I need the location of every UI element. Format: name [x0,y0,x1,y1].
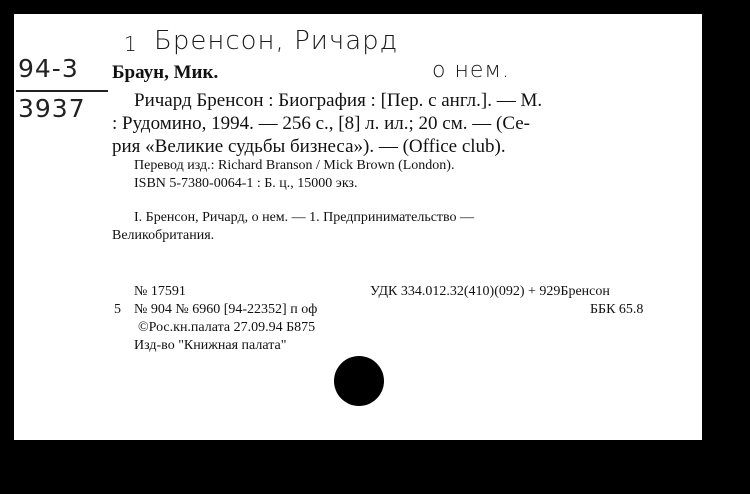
udk-code: УДК 334.012.32(410)(092) + 929Бренсон [370,284,610,299]
subjects-line-2: Великобритания. [112,228,215,243]
isbn-line: ISBN 5-7380-0064-1 : Б. ц., 15000 экз. [134,176,358,191]
handwritten-heading-line1: Бренсон, Ричард [154,26,399,56]
handwritten-heading-line2: о нем. [432,58,510,83]
chamber-stamp: ©Рос.кн.палата 27.09.94 Б875 [138,320,316,335]
record-number-2: № 904 № 6960 [94-22352] п оф [134,302,318,317]
punch-hole [334,356,384,406]
author-heading: Браун, Мик. [112,62,219,83]
title-line-1: Ричард Бренсон : Биография : [Пер. с англ.]. — М. [134,90,543,111]
call-number-bottom: 3937 [18,94,86,123]
row-prefix: 5 [114,302,121,317]
subjects-line-1: I. Бренсон, Ричард, о нем. — 1. Предпринимательство — [134,210,475,225]
bbk-code: ББК 65.8 [590,302,644,317]
call-number-divider [16,90,108,92]
title-line-2: : Рудомино, 1994. — 256 с., [8] л. ил.; 20 см. — (Се- [112,113,531,134]
translation-note: Перевод изд.: Richard Branson / Mick Brown (London). [134,158,455,173]
publisher-line: Изд-во "Книжная палата" [134,338,287,353]
record-number-1: № 17591 [134,284,186,299]
catalog-card [14,14,702,440]
handwritten-number: 1 [124,32,138,56]
call-number-top: 94-3 [18,54,79,83]
title-line-3: рия «Великие судьбы бизнеса»). — (Office club). [112,136,506,157]
scan-border [14,440,702,452]
